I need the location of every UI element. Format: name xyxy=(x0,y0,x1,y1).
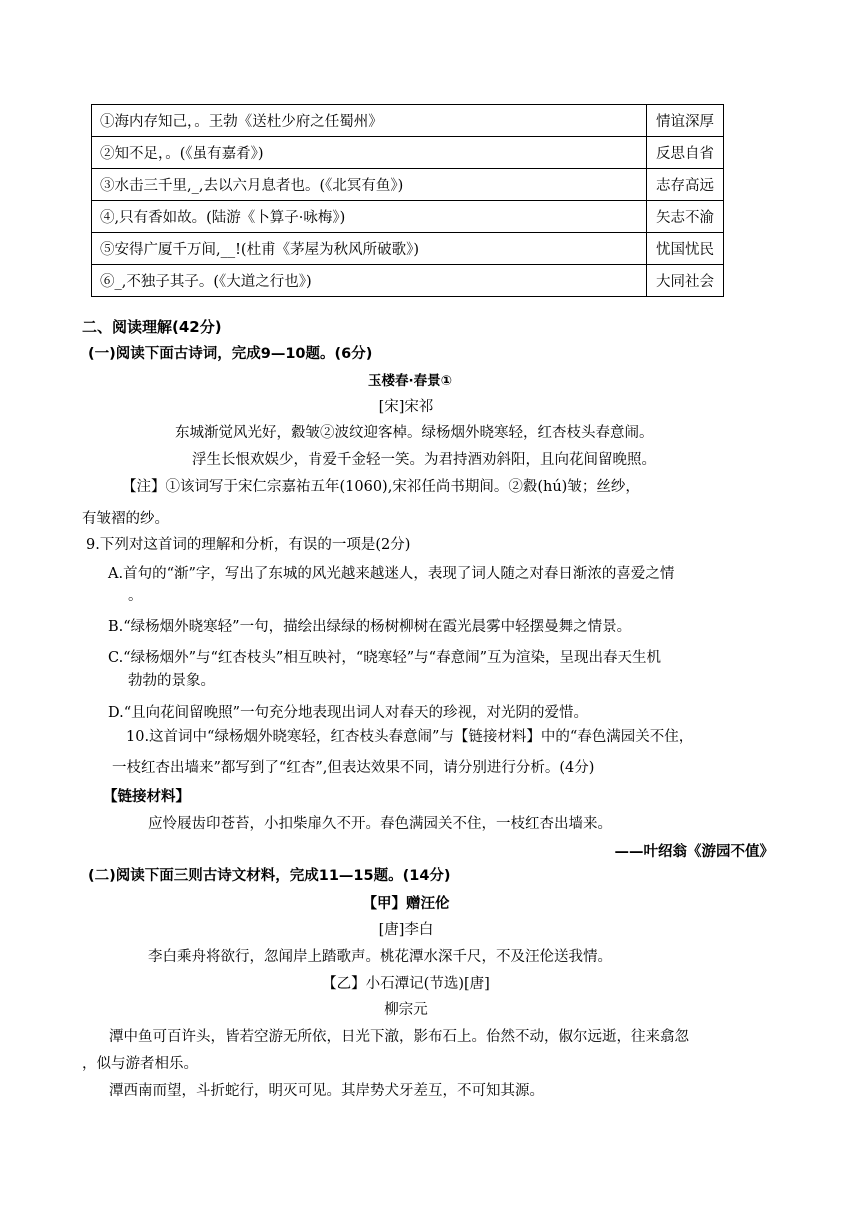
question-10: 10.这首词中“绿杨烟外晓寒轻，红杏枝头春意闹”与【链接材料】中的“春色满园关不住， xyxy=(126,729,694,745)
link-material-source: ——叶绍翁《游园不值》 xyxy=(614,844,774,860)
recite-theme: 志存高远 xyxy=(647,169,724,201)
part2-heading: (二)阅读下面三则古诗文材料，完成11—15题。(14分) xyxy=(88,868,451,884)
jia-text: 李白乘舟将欲行，忽闻岸上踏歌声。桃花潭水深千尺，不及汪伦送我情。 xyxy=(148,949,612,965)
recite-theme: 大同社会 xyxy=(647,265,724,297)
yi-paragraph: 潭中鱼可百许头，皆若空游无所依，日光下澈，影布石上。佁然不动，俶尔远逝，往来翕忽 xyxy=(109,1029,689,1045)
q9-option-d: D.“且向花间留晚照”一句充分地表现出词人对春天的珍视，对光阴的爱惜。 xyxy=(108,705,589,721)
recite-theme: 忧国忧民 xyxy=(647,233,724,265)
table-row xyxy=(92,201,724,233)
table-row xyxy=(92,169,724,201)
recite-line: ③水击三千里,_,去以六月息者也。(《北冥有鱼》) xyxy=(92,169,647,201)
recitation-table xyxy=(91,104,724,297)
recite-line: ②知不足，。(《虽有嘉肴》) xyxy=(92,137,647,169)
question-9: 9.下列对这首词的理解和分析，有误的一项是(2分) xyxy=(86,537,411,553)
section-heading: 二、阅读理解(42分) xyxy=(82,318,222,336)
table-row xyxy=(92,137,724,169)
recite-theme: 反思自省 xyxy=(647,137,724,169)
jia-title: 【甲】赠汪伦 xyxy=(362,896,450,912)
poem-title: 玉楼春·春景① xyxy=(367,373,453,389)
poem-note: 有皱褶的纱。 xyxy=(82,511,169,527)
poem-note: 【注】①该词写于宋仁宗嘉祐五年(1060),宋祁任尚书期间。②縠(hú)皱；丝纱， xyxy=(122,479,640,495)
table-row xyxy=(92,105,724,137)
q9-option-c: C.“绿杨烟外”与“红杏枝头”相互映衬，“晓寒轻”与“春意闹”互为渲染，呈现出春天生机 xyxy=(108,650,661,666)
part1-heading: (一)阅读下面古诗词，完成9—10题。(6分) xyxy=(88,346,373,362)
table-row xyxy=(92,233,724,265)
table-row xyxy=(92,265,724,297)
q9-option-a-cont: 。 xyxy=(128,588,143,604)
yi-paragraph: 潭西南而望，斗折蛇行，明灭可见。其岸势犬牙差互，不可知其源。 xyxy=(109,1083,544,1099)
poem-author: [宋]宋祁 xyxy=(378,399,434,415)
yi-author: 柳宗元 xyxy=(384,1002,428,1018)
q9-option-b: B.“绿杨烟外晓寒轻”一句，描绘出绿绿的杨树柳树在霞光晨雾中轻摆曼舞之情景。 xyxy=(108,619,632,635)
recite-line: ⑤安得广厦千万间,__!(杜甫《茅屋为秋风所破歌》) xyxy=(92,233,647,265)
recite-theme: 情谊深厚 xyxy=(647,105,724,137)
yi-paragraph-cont: ，似与游者相乐。 xyxy=(82,1056,198,1072)
recite-line: ①海内存知己，。王勃《送杜少府之任蜀州》 xyxy=(92,105,647,137)
recite-line: ④,只有香如故。(陆游《卜算子·咏梅》) xyxy=(92,201,647,233)
yi-title: 【乙】小石潭记(节选)[唐] xyxy=(322,976,490,992)
poem-line: 浮生长恨欢娱少，肯爱千金轻一笑。为君持酒劝斜阳，且向花间留晚照。 xyxy=(192,452,656,468)
question-10-cont: 一枝红杏出墙来”都写到了“红杏”,但表达效果不同，请分别进行分析。(4分) xyxy=(112,760,595,776)
link-material-text: 应怜屐齿印苍苔，小扣柴扉久不开。春色满园关不住，一枝红杏出墙来。 xyxy=(148,816,612,832)
link-material-heading: 【链接材料】 xyxy=(103,789,190,805)
jia-author: [唐]李白 xyxy=(378,922,434,938)
q9-option-a: A.首句的“渐”字，写出了东城的风光越来越迷人，表现了词人随之对春日渐浓的喜爱之情 xyxy=(108,566,675,582)
q9-option-c-cont: 勃勃的景象。 xyxy=(128,673,215,689)
recite-line: ⑥_,不独子其子。(《大道之行也》) xyxy=(92,265,647,297)
recite-theme: 矢志不渝 xyxy=(647,201,724,233)
poem-line: 东城渐觉风光好，縠皱②波纹迎客棹。绿杨烟外晓寒轻，红杏枝头春意闹。 xyxy=(175,425,654,441)
